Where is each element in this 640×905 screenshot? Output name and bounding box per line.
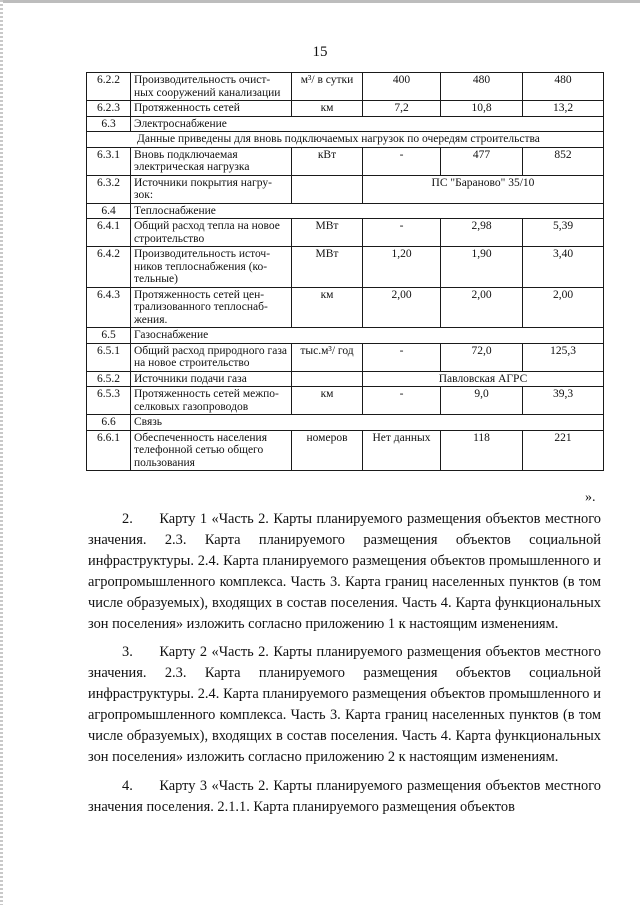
page-top-edge: [0, 0, 640, 3]
table-row: [87, 287, 604, 328]
table-row: [87, 415, 604, 431]
table-row: [87, 132, 604, 148]
value-cell: 5,39: [523, 219, 604, 247]
row-number-cell: 6.3.2: [87, 175, 131, 203]
unit-cell: МВт: [292, 247, 363, 288]
table-row: [87, 219, 604, 247]
quote-end: ».: [585, 490, 596, 505]
row-number-cell: 6.4.3: [87, 287, 131, 328]
unit-cell: [292, 371, 363, 387]
unit-cell: км: [292, 101, 363, 117]
indicator-name-cell: Общий расход природного газа на новое строительство: [131, 343, 292, 371]
indicator-name-cell: Протяженность сетей межпо-селковых газопроводов: [131, 387, 292, 415]
section-number-cell: 6.5: [87, 328, 131, 344]
unit-cell: км: [292, 387, 363, 415]
row-number-cell: 6.4.2: [87, 247, 131, 288]
value-cell: 480: [523, 73, 604, 101]
value-cell: -: [363, 343, 441, 371]
section-number-cell: 6.4: [87, 203, 131, 219]
section-title-cell: Связь: [131, 415, 604, 431]
table-row: [87, 343, 604, 371]
section-number-cell: 6.3: [87, 116, 131, 132]
value-cell: 2,00: [523, 287, 604, 328]
section-note-cell: Данные приведены для вновь подключаемых нагрузок по очередям строительства: [87, 132, 604, 148]
indicator-name-cell: Вновь подключаемая электрическая нагрузка: [131, 147, 292, 175]
unit-cell: МВт: [292, 219, 363, 247]
section-title-cell: Теплоснабжение: [131, 203, 604, 219]
row-number-cell: 6.5.2: [87, 371, 131, 387]
value-cell: 221: [523, 430, 604, 471]
value-cell: 2,00: [363, 287, 441, 328]
table-row: [87, 430, 604, 471]
value-cell: 1,20: [363, 247, 441, 288]
indicator-name-cell: Источники покрытия нагру-зок:: [131, 175, 292, 203]
unit-cell: тыс.м³/ год: [292, 343, 363, 371]
row-number-cell: 6.5.3: [87, 387, 131, 415]
value-cell: 125,3: [523, 343, 604, 371]
value-cell: 3,40: [523, 247, 604, 288]
paragraph-item-3: 3. Карту 2 «Часть 2. Карты планируемого размещения объектов местного значения. 2.3. Карта планируемого размещения объектов социальной инфраструктуры. 2.4. Карта планируемого размещения объектов промышленного и агропромышленного комплекса. Часть 3. Карта границ населенных пунктов (в том числе образуемых), входящих в состав поселения. Часть 4. Карта функциональных зон поселения» изложить согласно приложению 2 к настоящим изменениям.: [88, 644, 601, 765]
value-cell: 13,2: [523, 101, 604, 117]
value-cell: 10,8: [441, 101, 523, 117]
table-row: [87, 101, 604, 117]
row-number-cell: 6.5.1: [87, 343, 131, 371]
unit-cell: номеров: [292, 430, 363, 471]
value-cell: -: [363, 219, 441, 247]
value-cell: 2,00: [441, 287, 523, 328]
row-number-cell: 6.3.1: [87, 147, 131, 175]
indicator-name-cell: Общий расход тепла на новое строительство: [131, 219, 292, 247]
indicator-name-cell: Производительность источ-ников теплоснабжения (ко-тельные): [131, 247, 292, 288]
value-cell: 39,3: [523, 387, 604, 415]
table-row: [87, 203, 604, 219]
table-row: [87, 371, 604, 387]
value-cell: 7,2: [363, 101, 441, 117]
body-text: [88, 509, 601, 826]
indicator-name-cell: Протяженность сетей цен-трализованного теплоснаб-жения.: [131, 287, 292, 328]
value-cell: 9,0: [441, 387, 523, 415]
value-cell: Нет данных: [363, 430, 441, 471]
value-cell: -: [363, 147, 441, 175]
row-number-cell: 6.4.1: [87, 219, 131, 247]
merged-value-cell: ПС "Бараново" 35/10: [363, 175, 604, 203]
table-row: [87, 175, 604, 203]
value-cell: 72,0: [441, 343, 523, 371]
value-cell: 477: [441, 147, 523, 175]
section-number-cell: 6.6: [87, 415, 131, 431]
value-cell: 1,90: [441, 247, 523, 288]
unit-cell: м³/ в сутки: [292, 73, 363, 101]
page-left-edge: [0, 0, 3, 905]
indicator-name-cell: Источники подачи газа: [131, 371, 292, 387]
table-row: [87, 147, 604, 175]
unit-cell: кВт: [292, 147, 363, 175]
indicator-name-cell: Производительность очист-ных сооружений канализации: [131, 73, 292, 101]
table-row: [87, 387, 604, 415]
table-row: [87, 116, 604, 132]
table-row: [87, 247, 604, 288]
merged-value-cell: Павловская АГРС: [363, 371, 604, 387]
paragraph-item-2: 2. Карту 1 «Часть 2. Карты планируемого размещения объектов местного значения. 2.3. Карта планируемого размещения объектов социальной инфраструктуры. 2.4. Карта планируемого размещения объектов промышленного и агропромышленного комплекса. Часть 3. Карта границ населенных пунктов (в том числе образуемых), входящих в состав поселения. Часть 4. Карта функциональных зон поселения» изложить согласно приложению 1 к настоящим изменениям.: [88, 511, 601, 632]
page-number: 15: [312, 44, 328, 60]
row-number-cell: 6.6.1: [87, 430, 131, 471]
value-cell: 400: [363, 73, 441, 101]
section-title-cell: Газоснабжение: [131, 328, 604, 344]
row-number-cell: 6.2.3: [87, 101, 131, 117]
table-row: [87, 328, 604, 344]
specs-table: [86, 72, 604, 471]
value-cell: 118: [441, 430, 523, 471]
value-cell: 480: [441, 73, 523, 101]
unit-cell: [292, 175, 363, 203]
section-title-cell: Электроснабжение: [131, 116, 604, 132]
value-cell: 852: [523, 147, 604, 175]
paragraph-item-4: 4. Карту 3 «Часть 2. Карты планируемого размещения объектов местного значения поселения. 2.1.1. Карта планируемого размещения объектов: [88, 777, 601, 815]
row-number-cell: 6.2.2: [87, 73, 131, 101]
table-row: [87, 73, 604, 101]
indicator-name-cell: Протяженность сетей: [131, 101, 292, 117]
value-cell: -: [363, 387, 441, 415]
indicator-name-cell: Обеспеченность населения телефонной сетью общего пользования: [131, 430, 292, 471]
unit-cell: км: [292, 287, 363, 328]
value-cell: 2,98: [441, 219, 523, 247]
